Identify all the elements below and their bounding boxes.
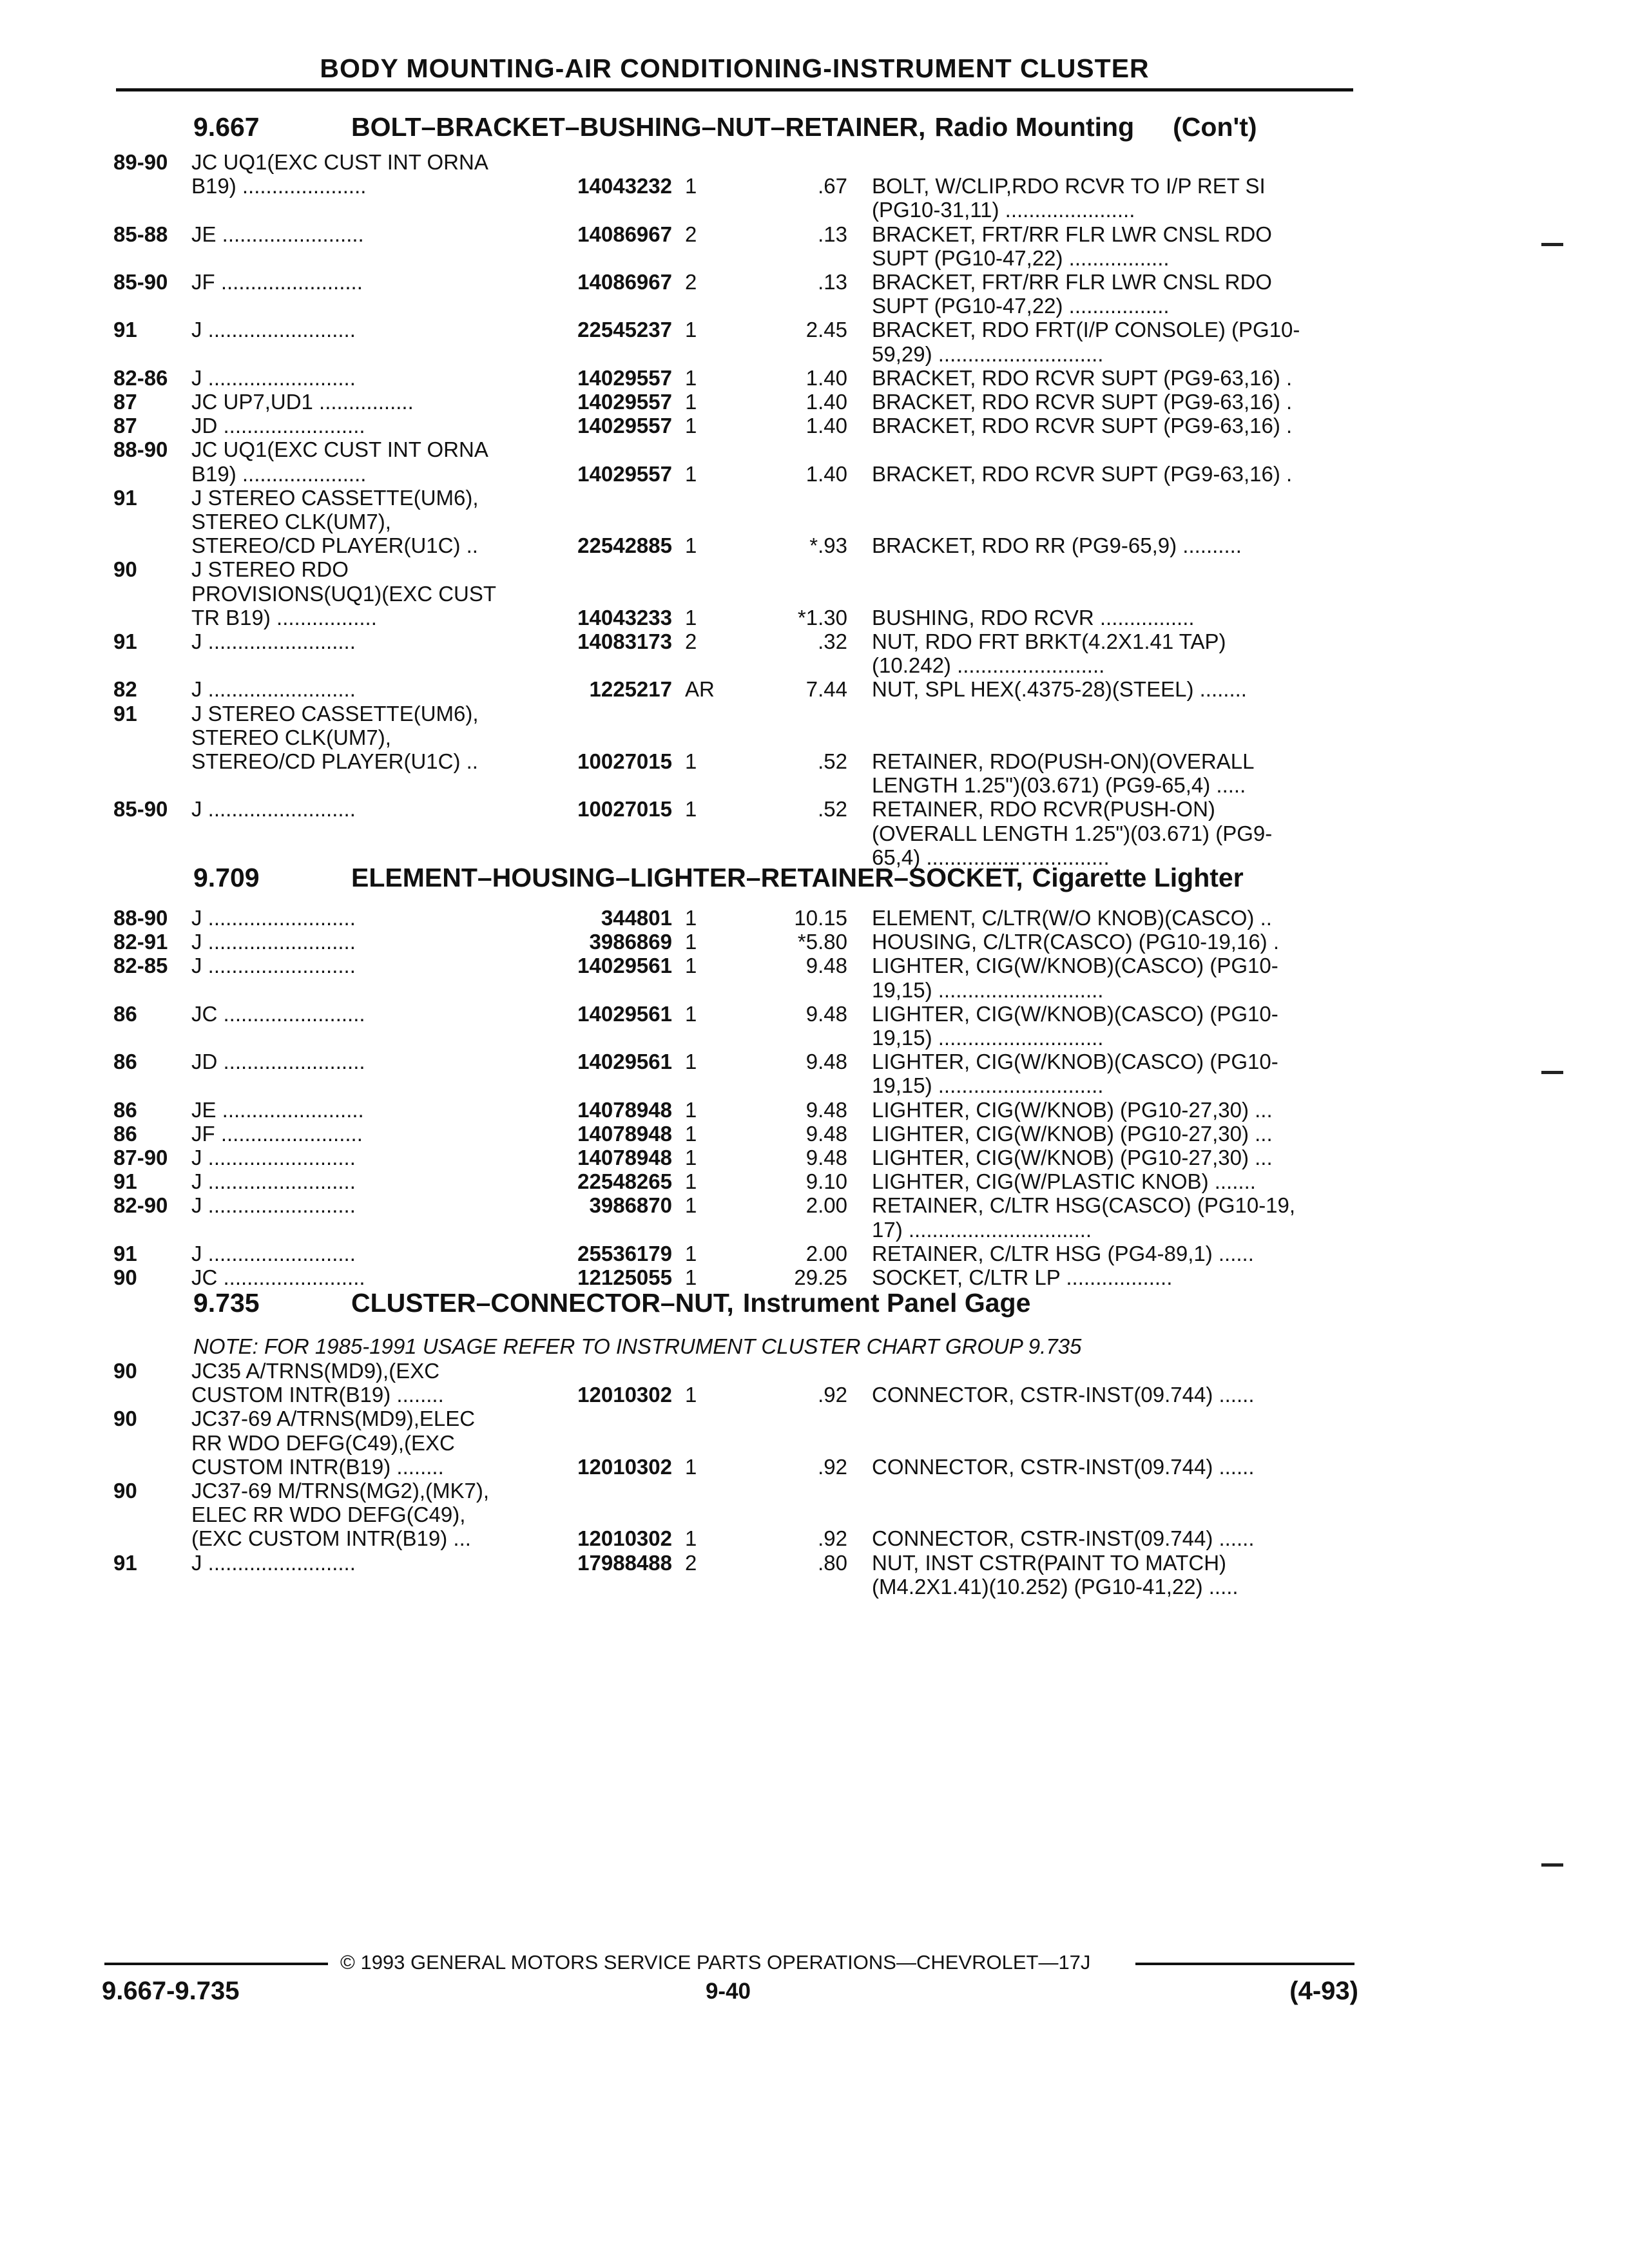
quantity: 2: [685, 222, 697, 246]
part-number: 22548265: [577, 1169, 672, 1193]
year: 87: [113, 390, 137, 414]
part-number: 1225217: [589, 677, 672, 701]
quantity: 1: [685, 1383, 697, 1407]
part-number: 3986870: [589, 1193, 672, 1217]
part-number: 17988488: [577, 1551, 672, 1575]
model: JC UQ1(EXC CUST INT ORNA: [191, 437, 488, 461]
model: JC37-69 M/TRNS(MG2),(MK7),: [191, 1479, 490, 1503]
description: SUPT (PG10-47,22) .................: [872, 246, 1170, 270]
description: NUT, INST CSTR(PAINT TO MATCH): [872, 1551, 1227, 1575]
price: .80: [818, 1551, 847, 1575]
price: .52: [818, 797, 847, 821]
year: 82-90: [113, 1193, 168, 1217]
part-number: 14043232: [577, 174, 672, 198]
model: JE ........................: [191, 1098, 364, 1122]
description: RETAINER, RDO RCVR(PUSH-ON): [872, 797, 1215, 821]
quantity: 2: [685, 1551, 697, 1575]
price: 29.25: [794, 1265, 847, 1289]
model: J .........................: [191, 629, 356, 653]
quantity: 1: [685, 930, 697, 954]
description: SUPT (PG10-47,22) .................: [872, 294, 1170, 318]
description: LIGHTER, CIG(W/KNOB)(CASCO) (PG10-: [872, 1050, 1278, 1073]
model: JE ........................: [191, 222, 364, 246]
part-number: 14029557: [577, 462, 672, 486]
price: 1.40: [805, 390, 847, 414]
year: 90: [113, 557, 137, 581]
model: JC37-69 A/TRNS(MD9),ELEC: [191, 1407, 476, 1430]
part-number: 344801: [601, 906, 672, 930]
year: 91: [113, 318, 137, 341]
model: J .........................: [191, 1146, 356, 1169]
model: J .........................: [191, 1551, 356, 1575]
quantity: 1: [685, 366, 697, 390]
year: 89-90: [113, 150, 168, 174]
description: LIGHTER, CIG(W/KNOB)(CASCO) (PG10-: [872, 1002, 1278, 1026]
section-title-main: BOLT–BRACKET–BUSHING–NUT–RETAINER,: [351, 112, 926, 142]
quantity: 1: [685, 1146, 697, 1169]
part-number: 14078948: [577, 1122, 672, 1146]
section-title-main: ELEMENT–HOUSING–LIGHTER–RETAINER–SOCKET,: [351, 863, 1023, 892]
model: J .........................: [191, 318, 356, 341]
footer-group-range: 9.667-9.735: [102, 1977, 240, 2005]
price: 2.45: [805, 318, 847, 341]
description: BRACKET, RDO RCVR SUPT (PG9-63,16) .: [872, 414, 1293, 437]
year: 90: [113, 1407, 137, 1430]
running-head: BODY MOUNTING-AIR CONDITIONING-INSTRUMENT CLUSTER: [320, 53, 1150, 83]
price: 9.48: [805, 1122, 847, 1146]
year: 82-86: [113, 366, 168, 390]
year: 86: [113, 1122, 137, 1146]
quantity: 1: [685, 1193, 697, 1217]
model: JC UQ1(EXC CUST INT ORNA: [191, 150, 488, 174]
part-number: 25536179: [577, 1242, 672, 1265]
section-subtitle: Cigarette Lighter: [1032, 863, 1244, 892]
description: CONNECTOR, CSTR-INST(09.744) ......: [872, 1455, 1255, 1479]
model: J .........................: [191, 1242, 356, 1265]
footer-rule-right: [1135, 1963, 1354, 1965]
part-number: 12010302: [577, 1526, 672, 1550]
model: JC UP7,UD1 ................: [191, 390, 414, 414]
description: RETAINER, RDO(PUSH-ON)(OVERALL: [872, 749, 1255, 773]
model: J STEREO CASSETTE(UM6),: [191, 486, 479, 510]
year: 82: [113, 677, 137, 701]
description: RETAINER, C/LTR HSG(CASCO) (PG10-19,: [872, 1193, 1296, 1217]
price: .67: [818, 174, 847, 198]
model: J .........................: [191, 1169, 356, 1193]
quantity: AR: [685, 677, 715, 701]
model: J .........................: [191, 797, 356, 821]
section-number: 9.667: [193, 112, 260, 142]
description: 59,29) ............................: [872, 342, 1104, 366]
price: 9.48: [805, 1146, 847, 1169]
section-title: [351, 861, 1352, 894]
model: J .........................: [191, 906, 356, 930]
model: STEREO/CD PLAYER(U1C) ..: [191, 533, 478, 557]
part-number: 3986869: [589, 930, 672, 954]
model: J .........................: [191, 366, 356, 390]
model: J .........................: [191, 677, 356, 701]
part-number: 14078948: [577, 1098, 672, 1122]
description: BUSHING, RDO RCVR ................: [872, 606, 1195, 629]
quantity: 1: [685, 1002, 697, 1026]
year: 86: [113, 1002, 137, 1026]
model: JC ........................: [191, 1265, 365, 1289]
part-number: 14083173: [577, 629, 672, 653]
section-number: 9.735: [193, 1288, 260, 1318]
description: 19,15) ............................: [872, 978, 1104, 1002]
description: CONNECTOR, CSTR-INST(09.744) ......: [872, 1383, 1255, 1407]
year: 85-90: [113, 797, 168, 821]
description: LIGHTER, CIG(W/PLASTIC KNOB) .......: [872, 1169, 1256, 1193]
part-number: 10027015: [577, 749, 672, 773]
price: 1.40: [805, 414, 847, 437]
price: .92: [818, 1526, 847, 1550]
quantity: 2: [685, 270, 697, 294]
description: LENGTH 1.25")(03.671) (PG9-65,4) .....: [872, 773, 1246, 797]
quantity: 1: [685, 1265, 697, 1289]
year: 88-90: [113, 437, 168, 461]
description: BRACKET, RDO RCVR SUPT (PG9-63,16) .: [872, 366, 1293, 390]
year: 86: [113, 1098, 137, 1122]
quantity: 1: [685, 1050, 697, 1073]
quantity: 1: [685, 749, 697, 773]
description: RETAINER, C/LTR HSG (PG4-89,1) ......: [872, 1242, 1254, 1265]
price: 9.10: [805, 1169, 847, 1193]
description: BRACKET, RDO FRT(I/P CONSOLE) (PG10-: [872, 318, 1300, 341]
part-number: 14078948: [577, 1146, 672, 1169]
part-number: 14029557: [577, 366, 672, 390]
footer-page-number: 9-40: [705, 1979, 751, 2004]
quantity: 1: [685, 174, 697, 198]
price: 2.00: [805, 1193, 847, 1217]
year: 87: [113, 414, 137, 437]
footer-revision-date: (4-93): [1289, 1977, 1358, 2005]
year: 85-88: [113, 222, 168, 246]
description: LIGHTER, CIG(W/KNOB) (PG10-27,30) ...: [872, 1146, 1273, 1169]
model: STEREO CLK(UM7),: [191, 510, 391, 533]
description: (M4.2X1.41)(10.252) (PG10-41,22) .....: [872, 1575, 1239, 1599]
part-number: 12125055: [577, 1265, 672, 1289]
section-title-main: CLUSTER–CONNECTOR–NUT,: [351, 1288, 734, 1318]
price: .92: [818, 1455, 847, 1479]
description: (10.242) .........................: [872, 653, 1105, 677]
continued-marker: (Con't): [1173, 112, 1257, 142]
description: BRACKET, RDO RR (PG9-65,9) ..........: [872, 533, 1242, 557]
quantity: 1: [685, 606, 697, 629]
price: *5.80: [797, 930, 847, 954]
model: JD ........................: [191, 414, 365, 437]
year: 91: [113, 1242, 137, 1265]
model: J .........................: [191, 954, 356, 977]
footer-credit: © 1993 GENERAL MOTORS SERVICE PARTS OPERATIONS—CHEVROLET—17J: [340, 1951, 1091, 1974]
year: 91: [113, 629, 137, 653]
model: CUSTOM INTR(B19) ........: [191, 1383, 444, 1407]
model: (EXC CUSTOM INTR(B19) ...: [191, 1526, 471, 1550]
model: B19) .....................: [191, 462, 367, 486]
part-number: 12010302: [577, 1383, 672, 1407]
quantity: 1: [685, 318, 697, 341]
section-subtitle: Instrument Panel Gage: [742, 1288, 1031, 1318]
model: B19) .....................: [191, 174, 367, 198]
quantity: 1: [685, 462, 697, 486]
part-number: 12010302: [577, 1455, 672, 1479]
quantity: 1: [685, 1169, 697, 1193]
year: 90: [113, 1265, 137, 1289]
section-subtitle: Radio Mounting: [934, 112, 1135, 142]
description: BOLT, W/CLIP,RDO RCVR TO I/P RET SI: [872, 174, 1266, 198]
footer-rule-left: [104, 1963, 328, 1965]
description: 19,15) ............................: [872, 1073, 1104, 1097]
year: 91: [113, 486, 137, 510]
price: .92: [818, 1383, 847, 1407]
year: 87-90: [113, 1146, 168, 1169]
model: ELEC RR WDO DEFG(C49),: [191, 1503, 466, 1526]
description: BRACKET, RDO RCVR SUPT (PG9-63,16) .: [872, 462, 1293, 486]
description: NUT, SPL HEX(.4375-28)(STEEL) ........: [872, 677, 1247, 701]
quantity: 1: [685, 390, 697, 414]
price: 10.15: [794, 906, 847, 930]
price: 9.48: [805, 1098, 847, 1122]
description: CONNECTOR, CSTR-INST(09.744) ......: [872, 1526, 1255, 1550]
margin-mark: [1541, 1071, 1563, 1074]
section-title: [351, 1287, 1352, 1319]
price: 7.44: [805, 677, 847, 701]
model: JF ........................: [191, 1122, 363, 1146]
part-number: 14086967: [577, 222, 672, 246]
year: 90: [113, 1479, 137, 1503]
year: 82-85: [113, 954, 168, 977]
part-number: 22542885: [577, 533, 672, 557]
price: 1.40: [805, 462, 847, 486]
part-number: 14029557: [577, 414, 672, 437]
price: 9.48: [805, 954, 847, 977]
section-title: [351, 111, 1352, 143]
description: NUT, RDO FRT BRKT(4.2X1.41 TAP): [872, 629, 1226, 653]
description: LIGHTER, CIG(W/KNOB)(CASCO) (PG10-: [872, 954, 1278, 977]
year: 91: [113, 1169, 137, 1193]
description: SOCKET, C/LTR LP ..................: [872, 1265, 1173, 1289]
margin-mark: [1541, 1863, 1563, 1867]
year: 85-90: [113, 270, 168, 294]
model: TR B19) .................: [191, 606, 377, 629]
model: JF ........................: [191, 270, 363, 294]
model: J .........................: [191, 930, 356, 954]
description: 17) ...............................: [872, 1218, 1092, 1242]
part-number: 14029557: [577, 390, 672, 414]
year: 91: [113, 1551, 137, 1575]
description: (OVERALL LENGTH 1.25")(03.671) (PG9-: [872, 822, 1273, 845]
part-number: 14043233: [577, 606, 672, 629]
model: JD ........................: [191, 1050, 365, 1073]
year: 88-90: [113, 906, 168, 930]
part-number: 14029561: [577, 1050, 672, 1073]
description: (PG10-31,11) ......................: [872, 198, 1135, 222]
model: STEREO CLK(UM7),: [191, 726, 391, 749]
model: J .........................: [191, 1193, 356, 1217]
description: LIGHTER, CIG(W/KNOB) (PG10-27,30) ...: [872, 1098, 1273, 1122]
price: 9.48: [805, 1002, 847, 1026]
part-number: 10027015: [577, 797, 672, 821]
quantity: 1: [685, 1122, 697, 1146]
year: 82-91: [113, 930, 168, 954]
quantity: 1: [685, 414, 697, 437]
part-number: 22545237: [577, 318, 672, 341]
year: 91: [113, 702, 137, 726]
model: JC35 A/TRNS(MD9),(EXC: [191, 1359, 440, 1383]
description: 65,4) ...............................: [872, 845, 1110, 869]
price: .13: [818, 222, 847, 246]
model: STEREO/CD PLAYER(U1C) ..: [191, 749, 478, 773]
quantity: 1: [685, 1455, 697, 1479]
description: BRACKET, FRT/RR FLR LWR CNSL RDO: [872, 222, 1272, 246]
price: 2.00: [805, 1242, 847, 1265]
year: 90: [113, 1359, 137, 1383]
model: J STEREO CASSETTE(UM6),: [191, 702, 479, 726]
description: BRACKET, RDO RCVR SUPT (PG9-63,16) .: [872, 390, 1293, 414]
quantity: 1: [685, 906, 697, 930]
margin-mark: [1541, 243, 1563, 246]
model: RR WDO DEFG(C49),(EXC: [191, 1431, 455, 1455]
description: ELEMENT, C/LTR(W/O KNOB)(CASCO) ..: [872, 906, 1272, 930]
price: *.93: [809, 533, 847, 557]
year: 86: [113, 1050, 137, 1073]
quantity: 1: [685, 1098, 697, 1122]
price: .32: [818, 629, 847, 653]
price: *1.30: [797, 606, 847, 629]
description: BRACKET, FRT/RR FLR LWR CNSL RDO: [872, 270, 1272, 294]
description: LIGHTER, CIG(W/KNOB) (PG10-27,30) ...: [872, 1122, 1273, 1146]
model: CUSTOM INTR(B19) ........: [191, 1455, 444, 1479]
quantity: 1: [685, 954, 697, 977]
description: 19,15) ............................: [872, 1026, 1104, 1050]
description: HOUSING, C/LTR(CASCO) (PG10-19,16) .: [872, 930, 1280, 954]
section-note: NOTE: FOR 1985-1991 USAGE REFER TO INSTRUMENT CLUSTER CHART GROUP 9.735: [193, 1334, 1082, 1358]
quantity: 1: [685, 533, 697, 557]
price: .13: [818, 270, 847, 294]
model: PROVISIONS(UQ1)(EXC CUST: [191, 582, 497, 606]
quantity: 1: [685, 797, 697, 821]
price: 1.40: [805, 366, 847, 390]
part-number: 14086967: [577, 270, 672, 294]
model: JC ........................: [191, 1002, 365, 1026]
quantity: 2: [685, 629, 697, 653]
price: .52: [818, 749, 847, 773]
quantity: 1: [685, 1242, 697, 1265]
price: 9.48: [805, 1050, 847, 1073]
model: J STEREO RDO: [191, 557, 349, 581]
quantity: 1: [685, 1526, 697, 1550]
part-number: 14029561: [577, 1002, 672, 1026]
section-number: 9.709: [193, 863, 260, 892]
part-number: 14029561: [577, 954, 672, 977]
